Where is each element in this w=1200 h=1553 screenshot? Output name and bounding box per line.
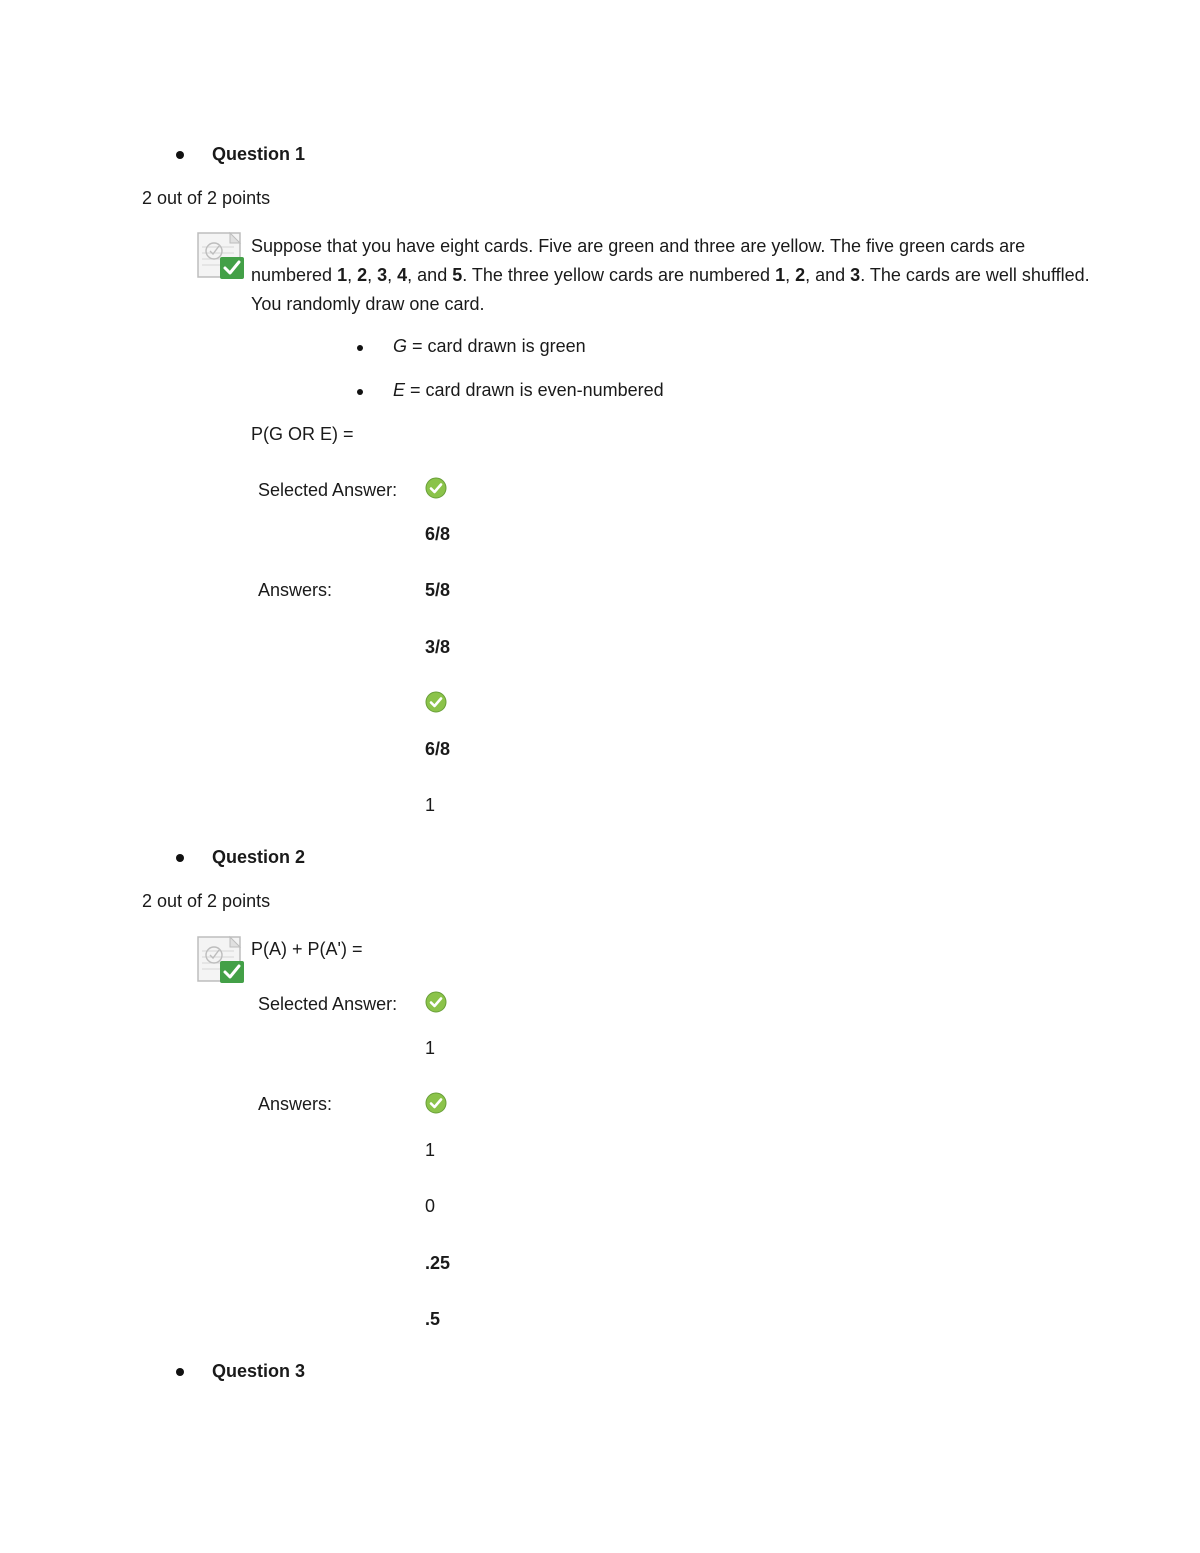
question-prompt: P(G OR E) = bbox=[251, 424, 354, 444]
correct-check-icon bbox=[425, 691, 447, 713]
list-bullet bbox=[357, 389, 363, 395]
question-stem: Suppose that you have eight cards. Five are green and three are yellow. The five green cards are numbered 1, 2, 3, 4, and 5. The three yellow cards are numbered 1, 2, and 3. The cards are well shuffled. You randomly draw one card. bbox=[251, 236, 1090, 314]
event-definition: E = card drawn is even-numbered bbox=[393, 380, 664, 400]
answer-option: 5/8 bbox=[425, 580, 451, 600]
correct-check-icon bbox=[425, 477, 447, 499]
answer-option: .5 bbox=[425, 1309, 441, 1329]
answer-option: 0 bbox=[425, 1196, 436, 1216]
answer-option: .25 bbox=[425, 1253, 451, 1273]
question-prompt: P(A) + P(A') = bbox=[251, 939, 363, 959]
selected-answer-label: Selected Answer: bbox=[258, 480, 398, 500]
answer-option-correct: 1 bbox=[425, 1140, 436, 1160]
event-definition: G = card drawn is green bbox=[393, 336, 586, 356]
answers-label: Answers: bbox=[258, 1094, 333, 1114]
answer-option-correct: 6/8 bbox=[425, 739, 451, 759]
list-bullet bbox=[357, 345, 363, 351]
selected-answer-value: 1 bbox=[425, 1038, 436, 1058]
correct-check-icon bbox=[425, 991, 447, 1013]
selected-answer-value: 6/8 bbox=[425, 524, 451, 544]
list-bullet bbox=[176, 151, 184, 159]
answer-option: 1 bbox=[425, 795, 436, 815]
question-correct-icon bbox=[196, 231, 246, 281]
question-title: Question 3 bbox=[212, 1361, 306, 1381]
question-points: 2 out of 2 points bbox=[142, 188, 271, 208]
question-points: 2 out of 2 points bbox=[142, 891, 271, 911]
answer-option: 3/8 bbox=[425, 637, 451, 657]
question-correct-icon bbox=[196, 935, 246, 985]
correct-check-icon bbox=[425, 1092, 447, 1114]
list-bullet bbox=[176, 1368, 184, 1376]
list-bullet bbox=[176, 854, 184, 862]
answers-label: Answers: bbox=[258, 580, 333, 600]
selected-answer-label: Selected Answer: bbox=[258, 994, 398, 1014]
question-title: Question 2 bbox=[212, 847, 306, 867]
question-title: Question 1 bbox=[212, 144, 306, 164]
